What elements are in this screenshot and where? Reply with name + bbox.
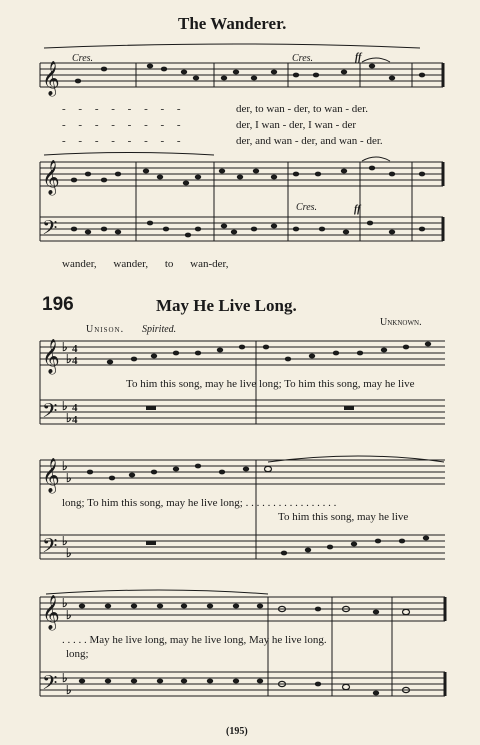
half-notes	[265, 466, 410, 692]
time-signatures	[62, 340, 78, 697]
verse-3-dashes: - - - - - - - -	[62, 135, 186, 147]
svg-text:𝄢: 𝄢	[42, 671, 58, 699]
staff-1-2	[40, 162, 443, 186]
svg-text:♭: ♭	[66, 411, 72, 425]
staff-3-2	[40, 535, 445, 559]
staff-2-1	[40, 341, 445, 365]
clefs	[42, 61, 60, 699]
composer-credit: Unknown.	[380, 317, 422, 328]
svg-text:♭: ♭	[66, 352, 72, 366]
svg-text:♭: ♭	[62, 671, 68, 685]
lyric-line-2b: To him this song, may he live	[278, 511, 409, 523]
final-barlines	[443, 63, 445, 696]
verse-1-dashes: - - - - - - - -	[62, 103, 186, 115]
svg-text:♭: ♭	[66, 683, 72, 697]
noteheads	[71, 64, 431, 696]
svg-text:4: 4	[72, 355, 78, 367]
tempo-marking: Spirited.	[142, 324, 177, 335]
unison-marking: Unison.	[86, 324, 125, 335]
lyric-line-2: long; To him this song, may he live long; . . . . . . . . . . . . . . . . .	[62, 497, 337, 509]
svg-text:♭: ♭	[62, 534, 68, 548]
song-title-wanderer: The Wanderer.	[178, 14, 287, 33]
dynamic-cres-1: Cres.	[72, 53, 94, 64]
staff-4-1	[40, 597, 445, 621]
svg-text:4: 4	[72, 414, 78, 426]
svg-text:♭: ♭	[62, 459, 68, 473]
svg-text:𝄞: 𝄞	[42, 458, 60, 493]
staff-1-1	[40, 63, 443, 87]
svg-text:𝄞: 𝄞	[42, 339, 60, 374]
staff-3-1	[40, 460, 445, 484]
svg-text:♭: ♭	[66, 608, 72, 622]
svg-text:𝄢: 𝄢	[42, 216, 58, 244]
svg-text:♭: ♭	[62, 340, 68, 354]
dynamic-cres-2: Cres.	[292, 53, 314, 64]
whole-rests	[146, 406, 354, 545]
staff-1-3	[40, 217, 443, 241]
lyric-line-1: To him this song, may he live long; To him this song, may he live	[126, 378, 415, 390]
svg-text:𝄢: 𝄢	[42, 399, 58, 427]
svg-text:♭: ♭	[62, 596, 68, 610]
verse-2-dashes: - - - - - - - -	[62, 119, 186, 131]
svg-text:4: 4	[72, 402, 78, 414]
hymn-number: 196	[42, 294, 74, 315]
dynamic-cres-3: Cres.	[296, 202, 318, 213]
verse-1-text: der, to wan - der, to wan - der.	[236, 103, 368, 115]
svg-text:𝄢: 𝄢	[42, 534, 58, 562]
svg-text:𝄞: 𝄞	[42, 61, 60, 96]
staff-2-2	[40, 400, 445, 424]
svg-text:♭: ♭	[66, 471, 72, 485]
lyric-line-3b: long;	[66, 648, 89, 660]
svg-text:♭: ♭	[62, 399, 68, 413]
dynamic-ff-2: ff	[354, 204, 361, 215]
dynamic-ff-1: ff	[355, 52, 362, 63]
lyric-line-3: . . . . . May he live long, may he live long, May he live long.	[62, 634, 327, 646]
song-title-may-he-live-long: May He Live Long.	[156, 296, 297, 315]
svg-text:𝄞: 𝄞	[42, 160, 60, 195]
verse-3-text: der, and wan - der, and wan - der.	[236, 135, 383, 147]
verse-2-text: der, I wan - der, I wan - der	[236, 119, 357, 131]
page-number: (195)	[226, 726, 248, 737]
staff-4-2	[40, 672, 445, 696]
svg-text:𝄞: 𝄞	[42, 595, 60, 630]
slurs	[44, 44, 444, 594]
bass-lyric: wander, wander, to wan-der,	[62, 258, 229, 270]
barlines	[40, 63, 412, 696]
svg-text:4: 4	[72, 343, 78, 355]
svg-text:♭: ♭	[66, 546, 72, 560]
